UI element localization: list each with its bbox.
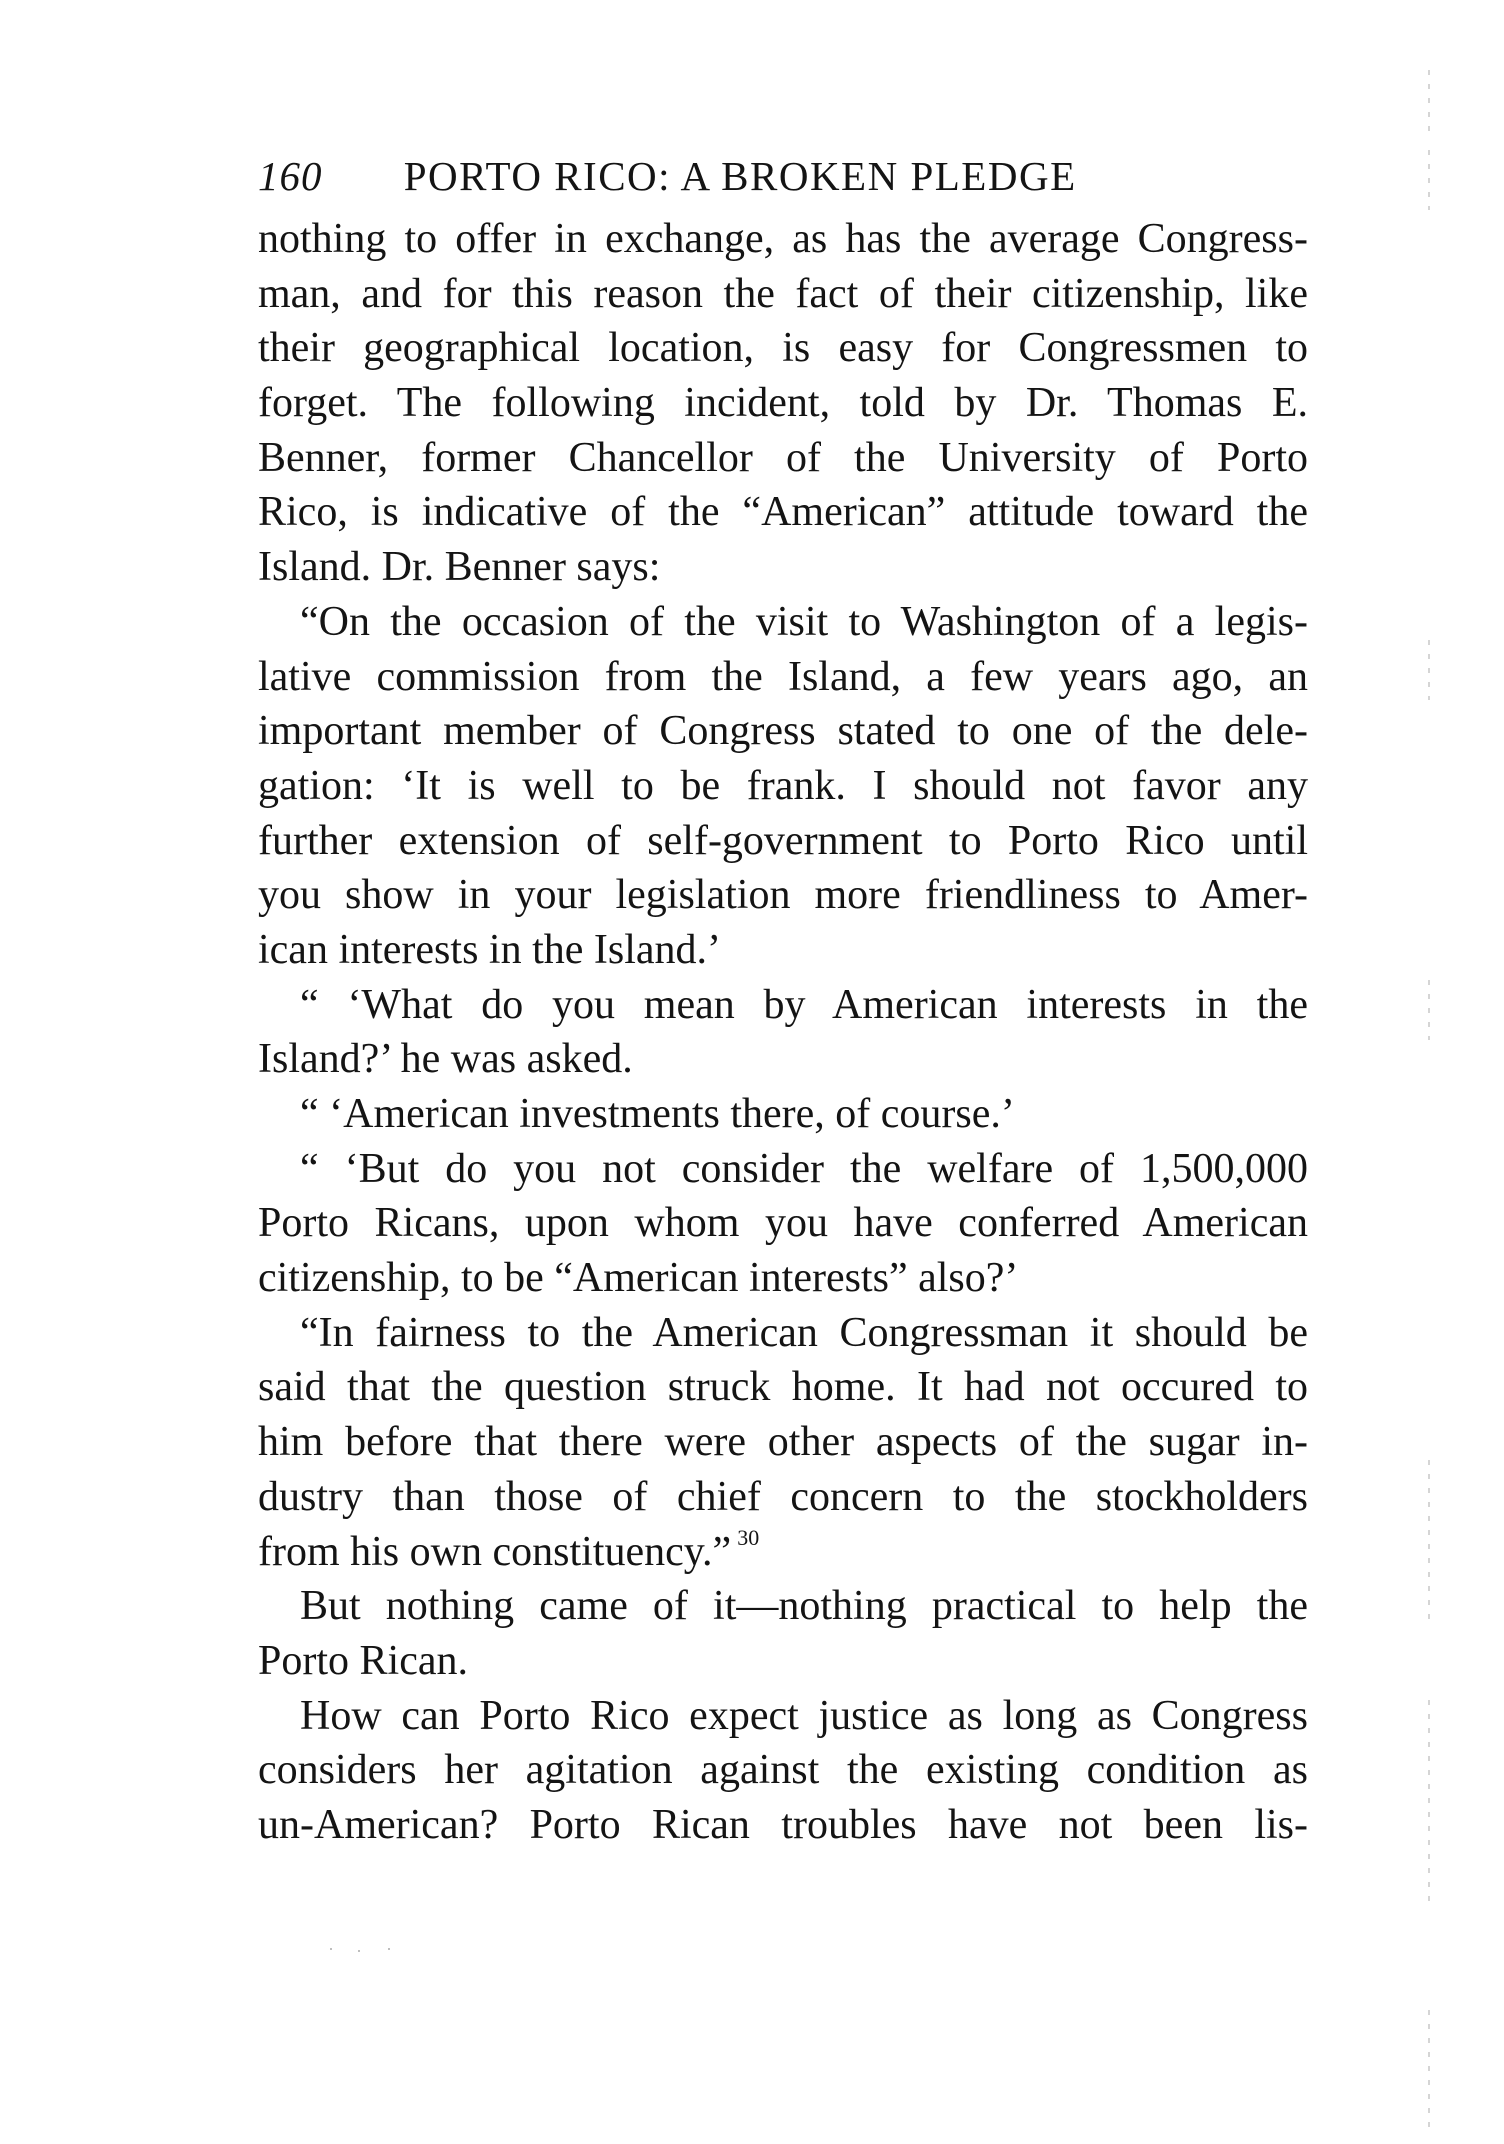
text-line: their geographical location, is easy for Congressmen to xyxy=(258,325,1308,372)
scan-artifact-edge xyxy=(1428,70,1430,140)
running-title: PORTO RICO: A BROKEN PLEDGE xyxy=(403,153,1077,199)
text-line: Porto Ricans, upon whom you have conferred American xyxy=(258,1200,1308,1247)
text-line: un-American? Porto Rican troubles have not been lis- xyxy=(258,1801,1308,1848)
text-line: Porto Rican. xyxy=(258,1637,468,1684)
scan-artifact-edge xyxy=(1428,2010,1430,2130)
text-line: Benner, former Chancellor of the University of Porto xyxy=(258,434,1308,481)
scan-artifact-edge xyxy=(1428,640,1430,700)
page-number: 160 xyxy=(258,153,323,199)
text-line: further extension of self-government to Porto Rico until xyxy=(258,817,1308,864)
text-line-with-footnote xyxy=(258,1525,1308,1580)
text-line: him before that there were other aspects of the sugar in- xyxy=(258,1419,1308,1466)
text-line: gation: ‘It is well to be frank. I should not favor any xyxy=(258,762,1308,809)
text-line: Island. Dr. Benner says: xyxy=(258,544,661,591)
text-line: man, and for this reason the fact of their citizenship, like xyxy=(258,270,1308,317)
text-line: “In fairness to the American Congressman it should be xyxy=(300,1309,1308,1356)
text-line: considers her agitation against the existing condition as xyxy=(258,1747,1308,1794)
scan-speck xyxy=(330,1948,332,1950)
text-line: citizenship, to be “American interests” also?’ xyxy=(258,1255,1019,1302)
scan-artifact-edge xyxy=(1428,1700,1430,1910)
text-line: “ ‘American investments there, of course.’ xyxy=(300,1091,1015,1137)
scan-artifact-edge xyxy=(1428,150,1430,210)
text-line: important member of Congress stated to one of the dele- xyxy=(258,708,1308,755)
scan-speck xyxy=(388,1948,390,1950)
footnote-reference: 30 xyxy=(737,1524,760,1550)
body-text xyxy=(258,212,1308,1853)
text-line: ican interests in the Island.’ xyxy=(258,926,722,973)
text-line: Rico, is indicative of the “American” attitude toward the xyxy=(258,489,1308,536)
text-line: lative commission from the Island, a few years ago, an xyxy=(258,653,1308,700)
text-line: “On the occasion of the visit to Washington of a legis- xyxy=(300,598,1308,645)
text-line: said that the question struck home. It had not occured to xyxy=(258,1364,1308,1411)
text-line: dustry than those of chief concern to the stockholders xyxy=(258,1473,1308,1520)
text-line: “ ‘What do you mean by American interests in the xyxy=(300,981,1308,1028)
text-line: But nothing came of it—nothing practical to help the xyxy=(300,1583,1308,1630)
text-line: nothing to offer in exchange, as has the average Congress- xyxy=(258,216,1308,262)
text-line: Island?’ he was asked. xyxy=(258,1036,633,1083)
text-line: you show in your legislation more friendliness to Amer- xyxy=(258,872,1308,919)
text-line: forget. The following incident, told by Dr. Thomas E. xyxy=(258,380,1308,427)
running-header xyxy=(258,152,1318,212)
text-line-content: from his own constituency.” xyxy=(258,1528,732,1575)
scan-speck xyxy=(358,1950,360,1952)
text-line: “ ‘But do you not consider the welfare of 1,500,000 xyxy=(300,1145,1308,1192)
text-line: How can Porto Rico expect justice as long as Congress xyxy=(300,1692,1308,1739)
scan-artifact-edge xyxy=(1428,980,1430,1040)
scan-artifact-edge xyxy=(1428,1460,1430,1620)
